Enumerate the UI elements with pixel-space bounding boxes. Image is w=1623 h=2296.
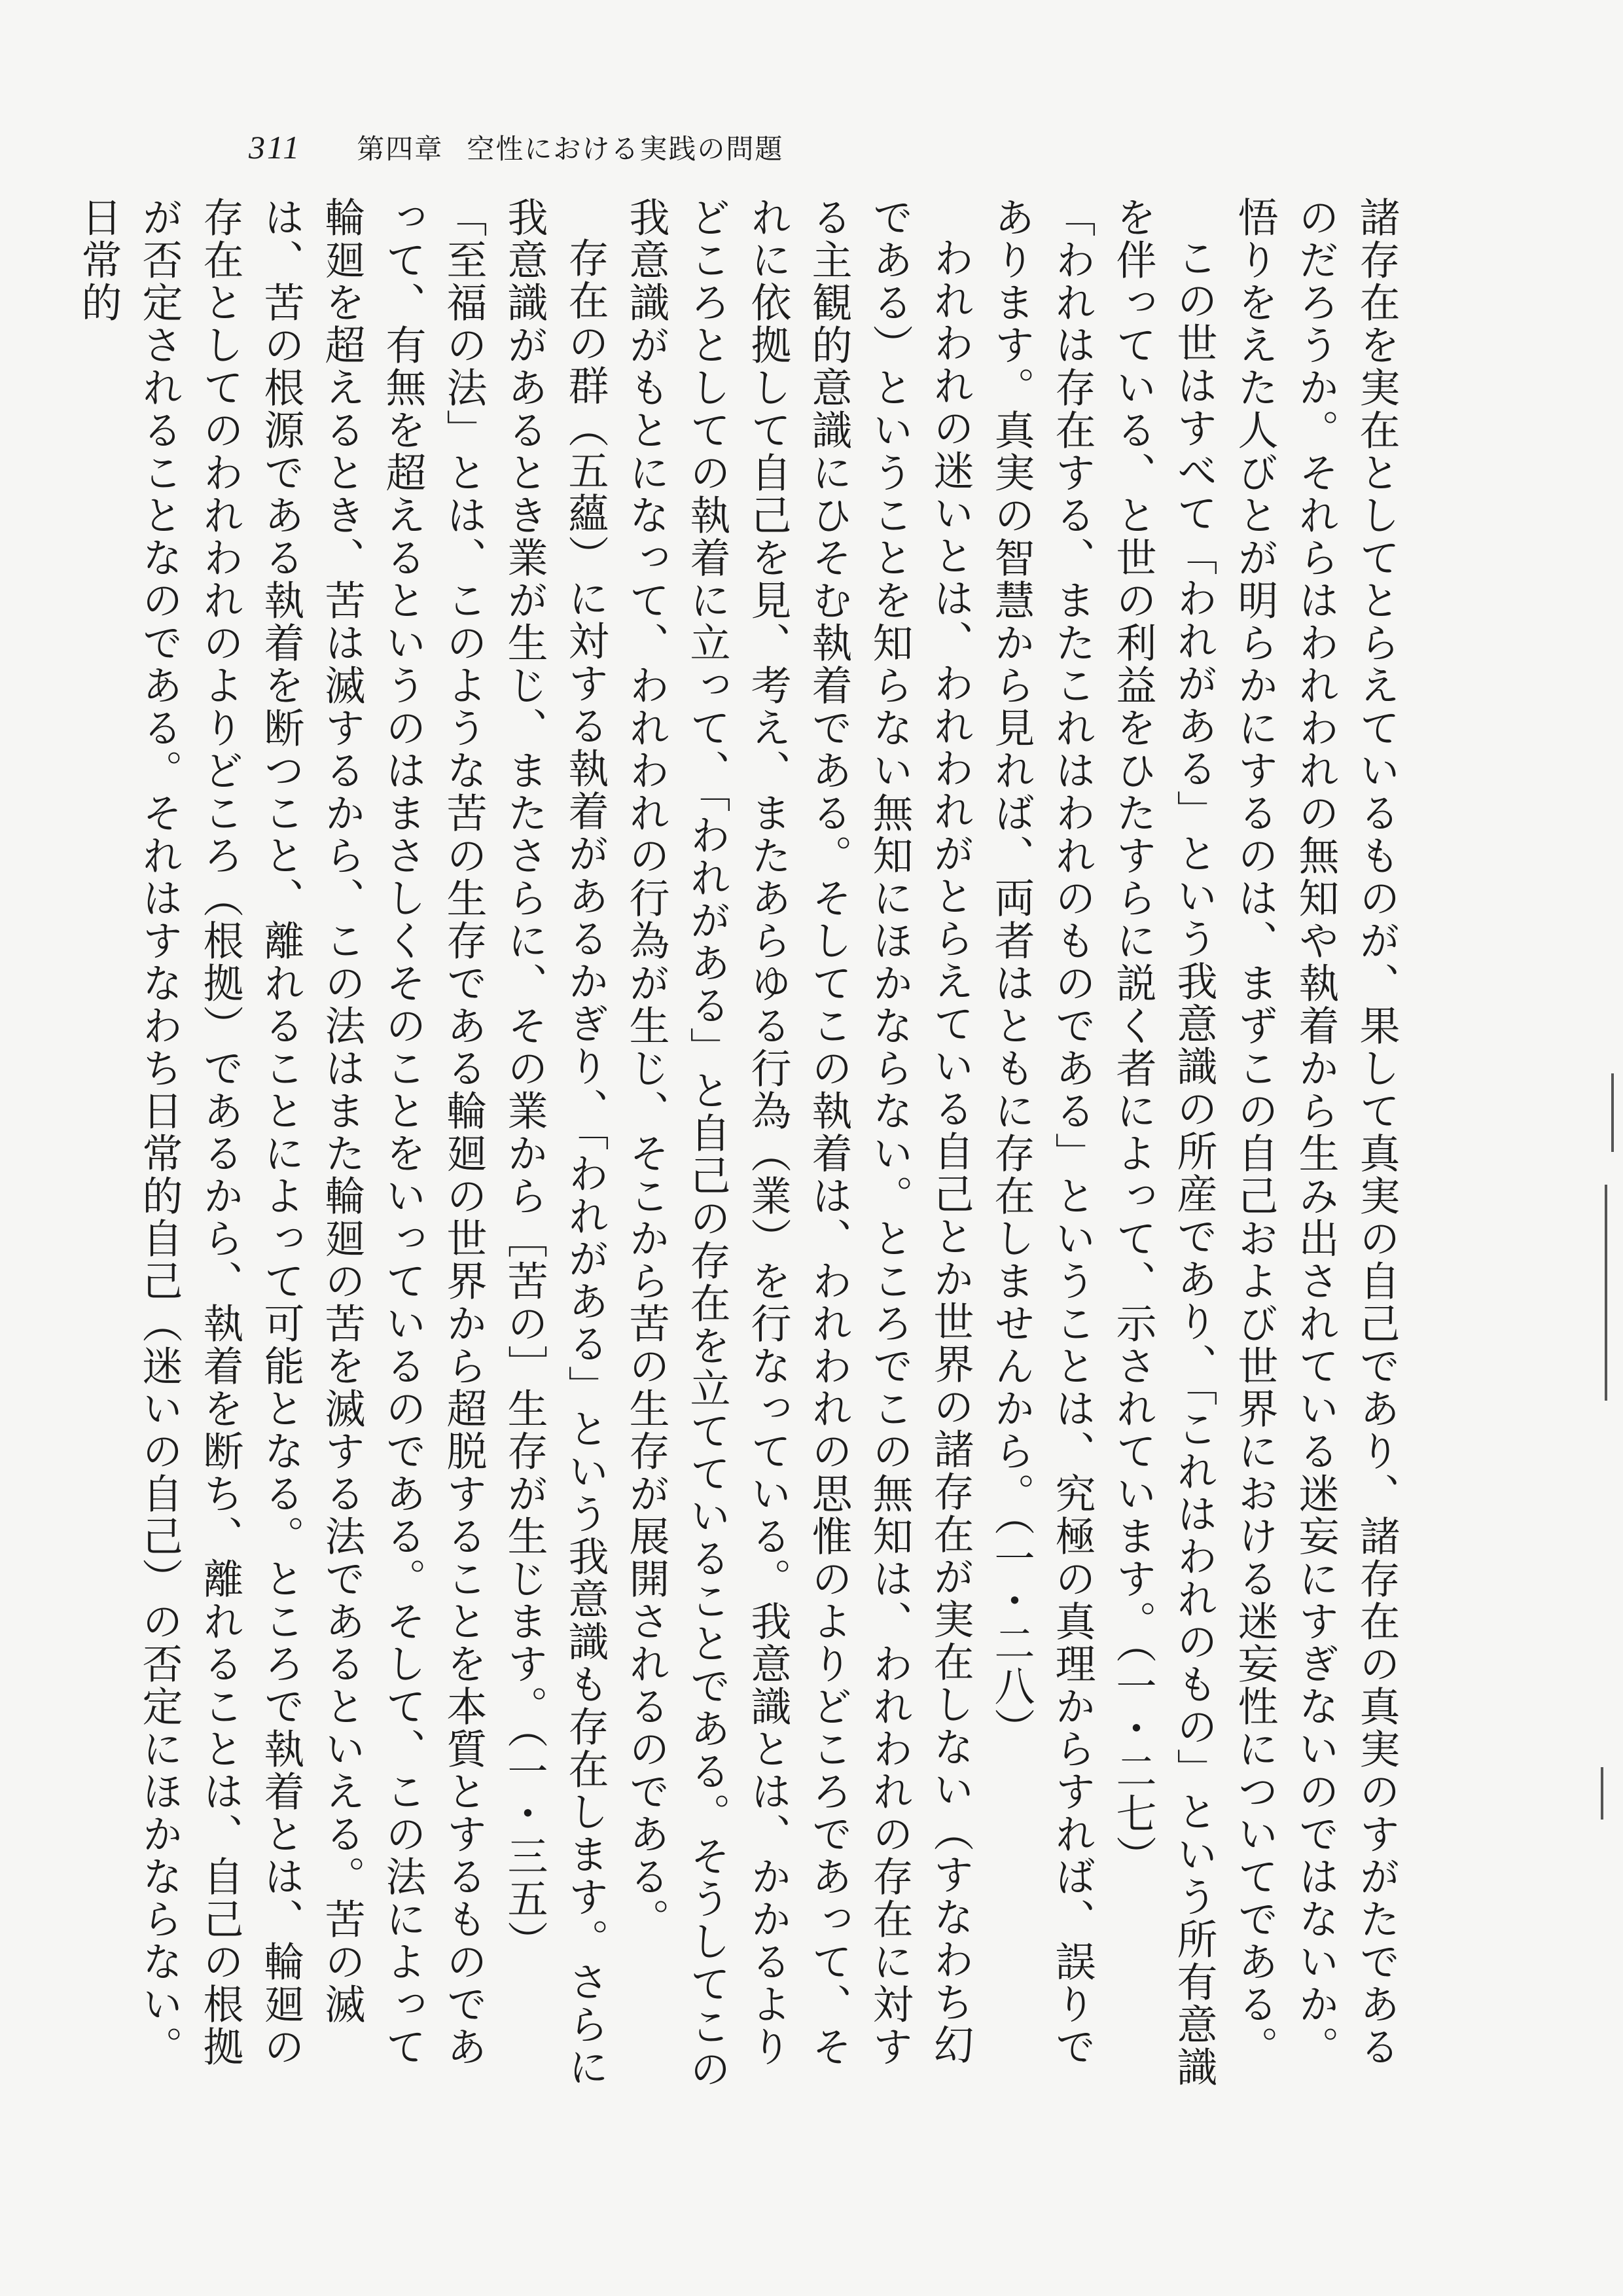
body-text: [75, 196, 1407, 2108]
scan-mark: [1611, 1073, 1614, 1152]
quote-paragraph: 存在の群（五蘊）に対する執着があるかぎり、「われがある」という我意識も存在します。さらに我意識があるとき業が生じ、またさらに、その業から［苦の］生存が生じます。（一・三五）: [501, 196, 609, 2089]
scan-mark: [1601, 1767, 1603, 1820]
quote-paragraph: この世はすべて「われがある」という我意識の所産であり、「これはわれのもの」という所有意識を伴っている、と世の利益をひたすらに説く者によって、示されています。（一・二七）: [1109, 196, 1218, 2089]
chapter-label: 第四章: [357, 133, 444, 165]
scan-mark: [1605, 1185, 1607, 1401]
running-title: [357, 128, 783, 167]
running-header: [249, 124, 783, 170]
paragraph: 「至福の法」とは、このような苦の生存である輪廻の世界から超脱することを本質とするものであって、有無を超えるというのはまさしくそのことをいっているのである。そして、この法によって輪廻を超えるとき、苦は滅するから、この法はまた輪廻の苦を滅する法であるといえる。苦の滅は、苦の根源である執着を断つこと、離れることによって可能となる。ところで執着とは、輪廻の存在としてのわれわれのよりどころ（根拠）であるから、執着を断ち、離れることは、自己の根拠が否定されることなのである。それはすなわち日常的自己（迷いの自己）の否定にほかならない。日常的: [75, 196, 488, 2068]
chapter-title: 空性における実践の問題: [467, 133, 784, 165]
quote-paragraph: 「われは存在する、またこれはわれのものである」ということは、究極の真理からすれば、誤りであります。真実の智慧から見れば、両者はともに存在しませんから。（一・二八）: [988, 196, 1096, 2068]
paragraph: 諸存在を実在としてとらえているものが、果して真実の自己であり、諸存在の真実のすがたであるのだろうか。それらはわれわれの無知や執着から生み出されている迷妄にすぎないのではないか。悟りをえた人びとが明らかにするのは、まずこの自己および世界における迷妄性についてである。: [1231, 196, 1400, 2068]
page-number: 311: [249, 129, 302, 166]
paragraph: われわれの迷いとは、われわれがとらえている自己とか世界の諸存在が実在しない（すなわち幻である）ということを知らない無知にほかならない。ところでこの無知は、われわれの存在に対する主観的意識にひそむ執着である。そしてこの執着は、われわれの思惟のよりどころであって、それに依拠して自己を見、考え、またあらゆる行為（業）を行なっている。我意識とは、かかるよりどころとしての執着に立って、「われがある」と自己の存在を立てていることである。そうしてこの我意識がもとになって、われわれの行為が生じ、そこから苦の生存が展開されるのである。: [622, 196, 974, 2090]
